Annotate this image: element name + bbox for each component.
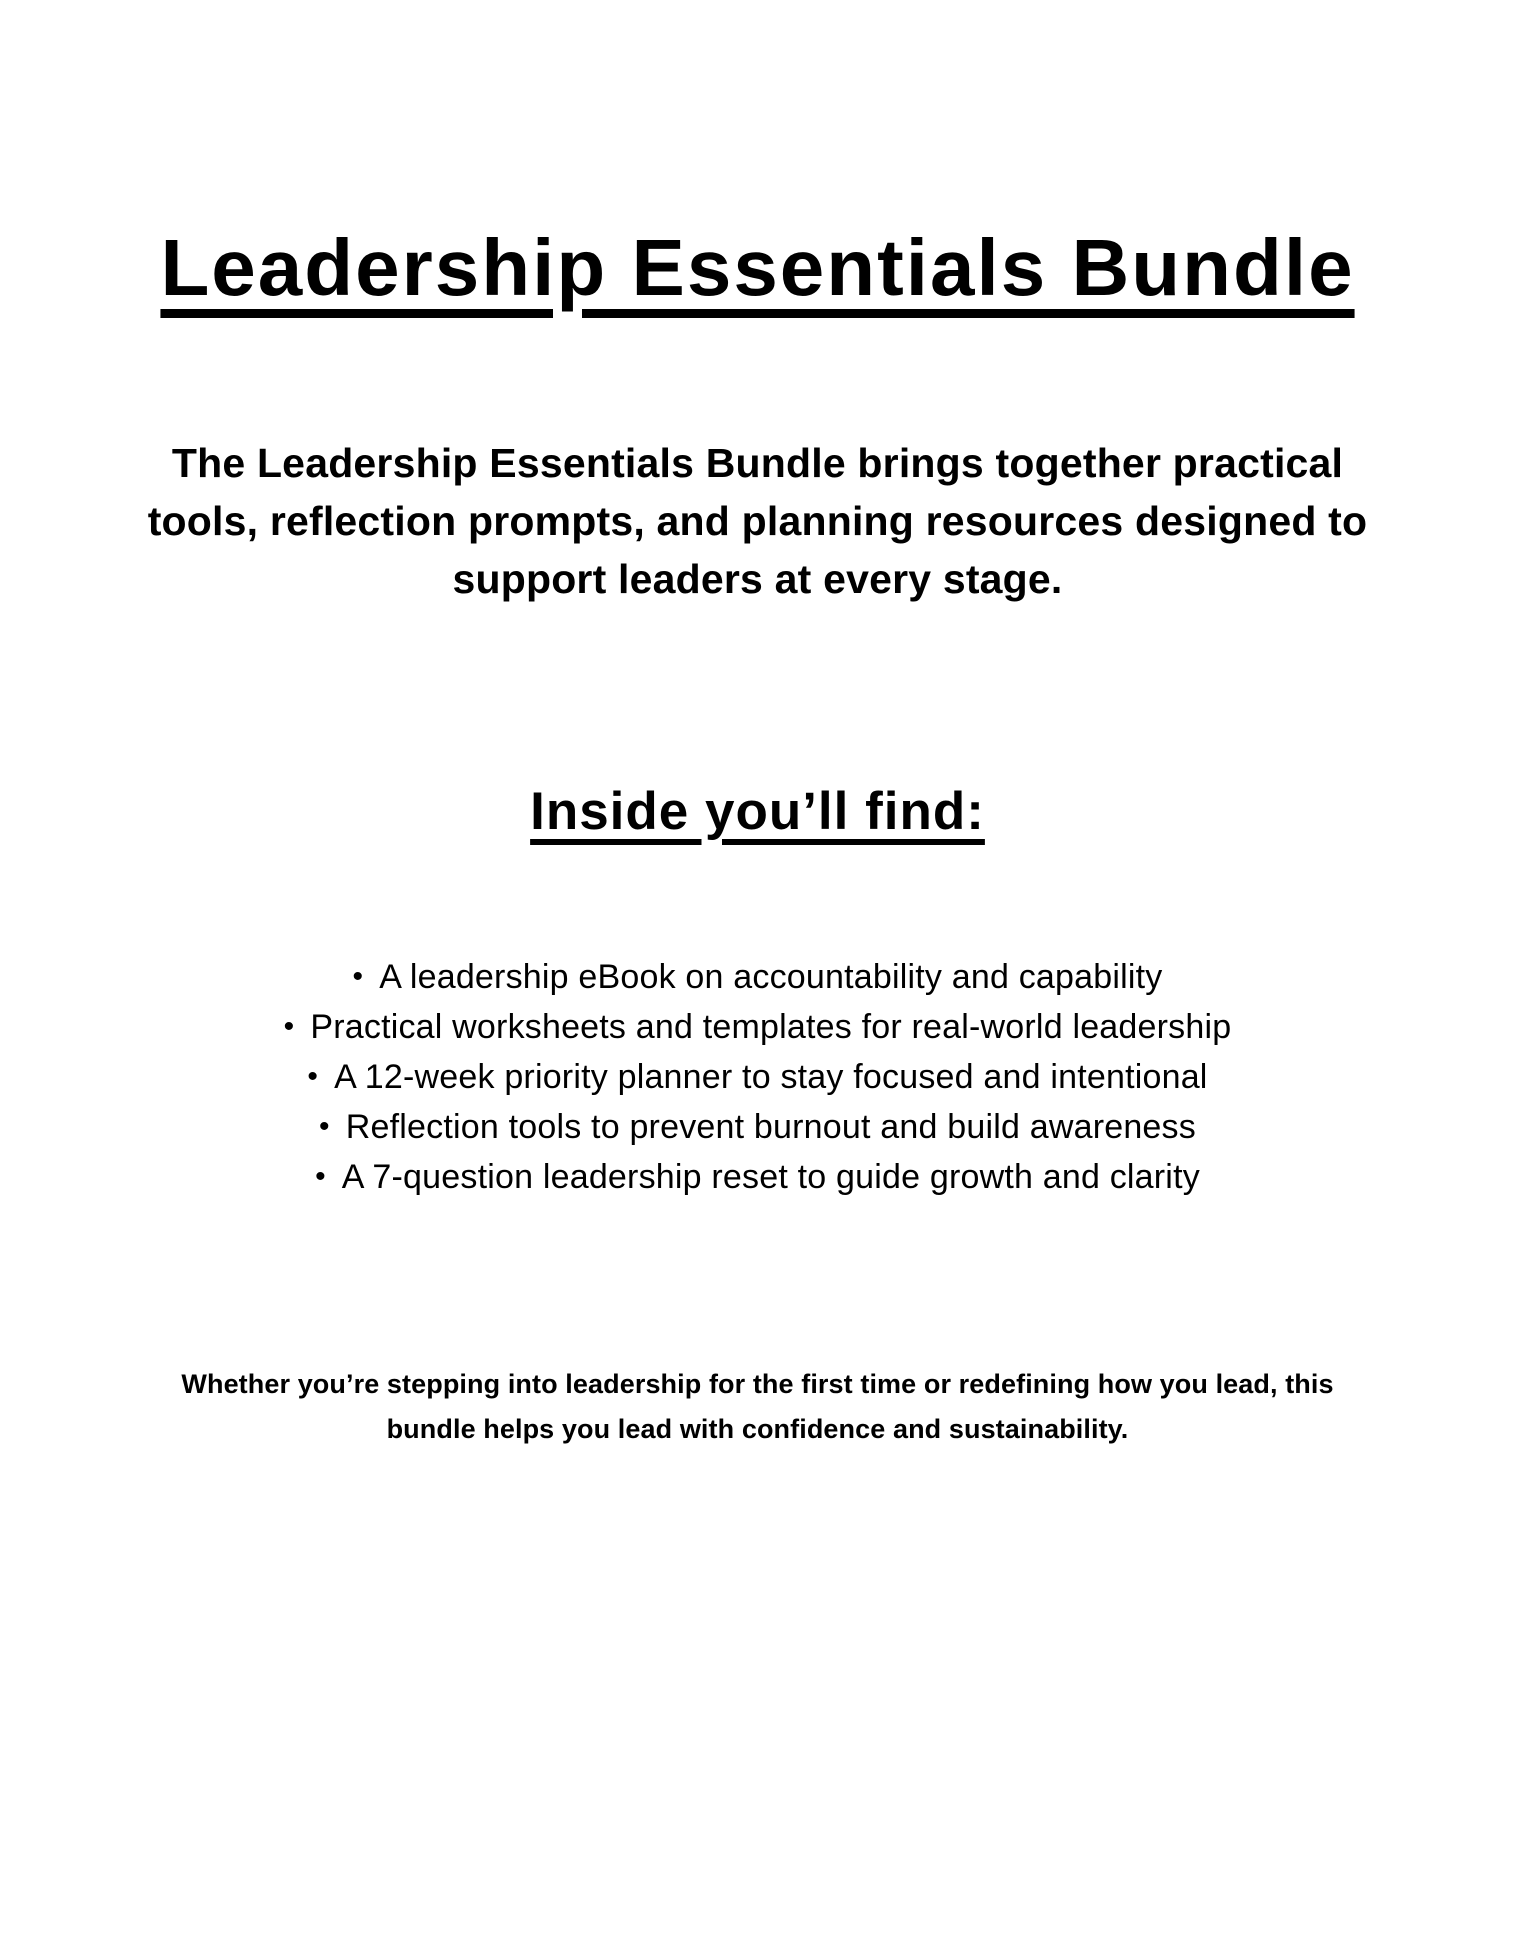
list-item-text: A 7-question leadership reset to guide growth and clarity xyxy=(341,1158,1200,1196)
page-title: Leadership Essentials Bundle xyxy=(160,223,1355,312)
features-list xyxy=(0,952,1515,1202)
list-item-text: A leadership eBook on accountability and capability xyxy=(379,958,1163,996)
intro-line-3: support leaders at every stage. xyxy=(452,556,1063,602)
list-item-text: Reflection tools to prevent burnout and build awareness xyxy=(345,1108,1196,1146)
bullet-icon: • xyxy=(315,1160,326,1193)
list-item xyxy=(0,952,1515,1002)
intro-line-1: The Leadership Essentials Bundle brings together practical xyxy=(171,440,1344,486)
list-item xyxy=(0,1052,1515,1102)
bullet-icon: • xyxy=(319,1110,330,1143)
section-heading: Inside you’ll find: xyxy=(530,782,985,841)
list-item-text: A 12-week priority planner to stay focused and intentional xyxy=(334,1058,1208,1096)
intro-paragraph xyxy=(0,434,1515,608)
bullet-icon: • xyxy=(283,1010,295,1043)
bullet-icon: • xyxy=(307,1060,319,1093)
list-item xyxy=(0,1152,1515,1202)
closing-line-1: Whether you’re stepping into leadership for the first time or redefining how you lead, this xyxy=(181,1369,1334,1399)
bullet-icon: • xyxy=(352,960,364,993)
list-item xyxy=(0,1002,1515,1052)
list-item-text: Practical worksheets and templates for real-world leadership xyxy=(310,1008,1232,1046)
intro-line-2: tools, reflection prompts, and planning resources designed to xyxy=(147,498,1368,544)
closing-paragraph xyxy=(0,1362,1515,1452)
list-item xyxy=(0,1102,1515,1152)
closing-line-2: bundle helps you lead with confidence and sustainability. xyxy=(386,1414,1129,1444)
